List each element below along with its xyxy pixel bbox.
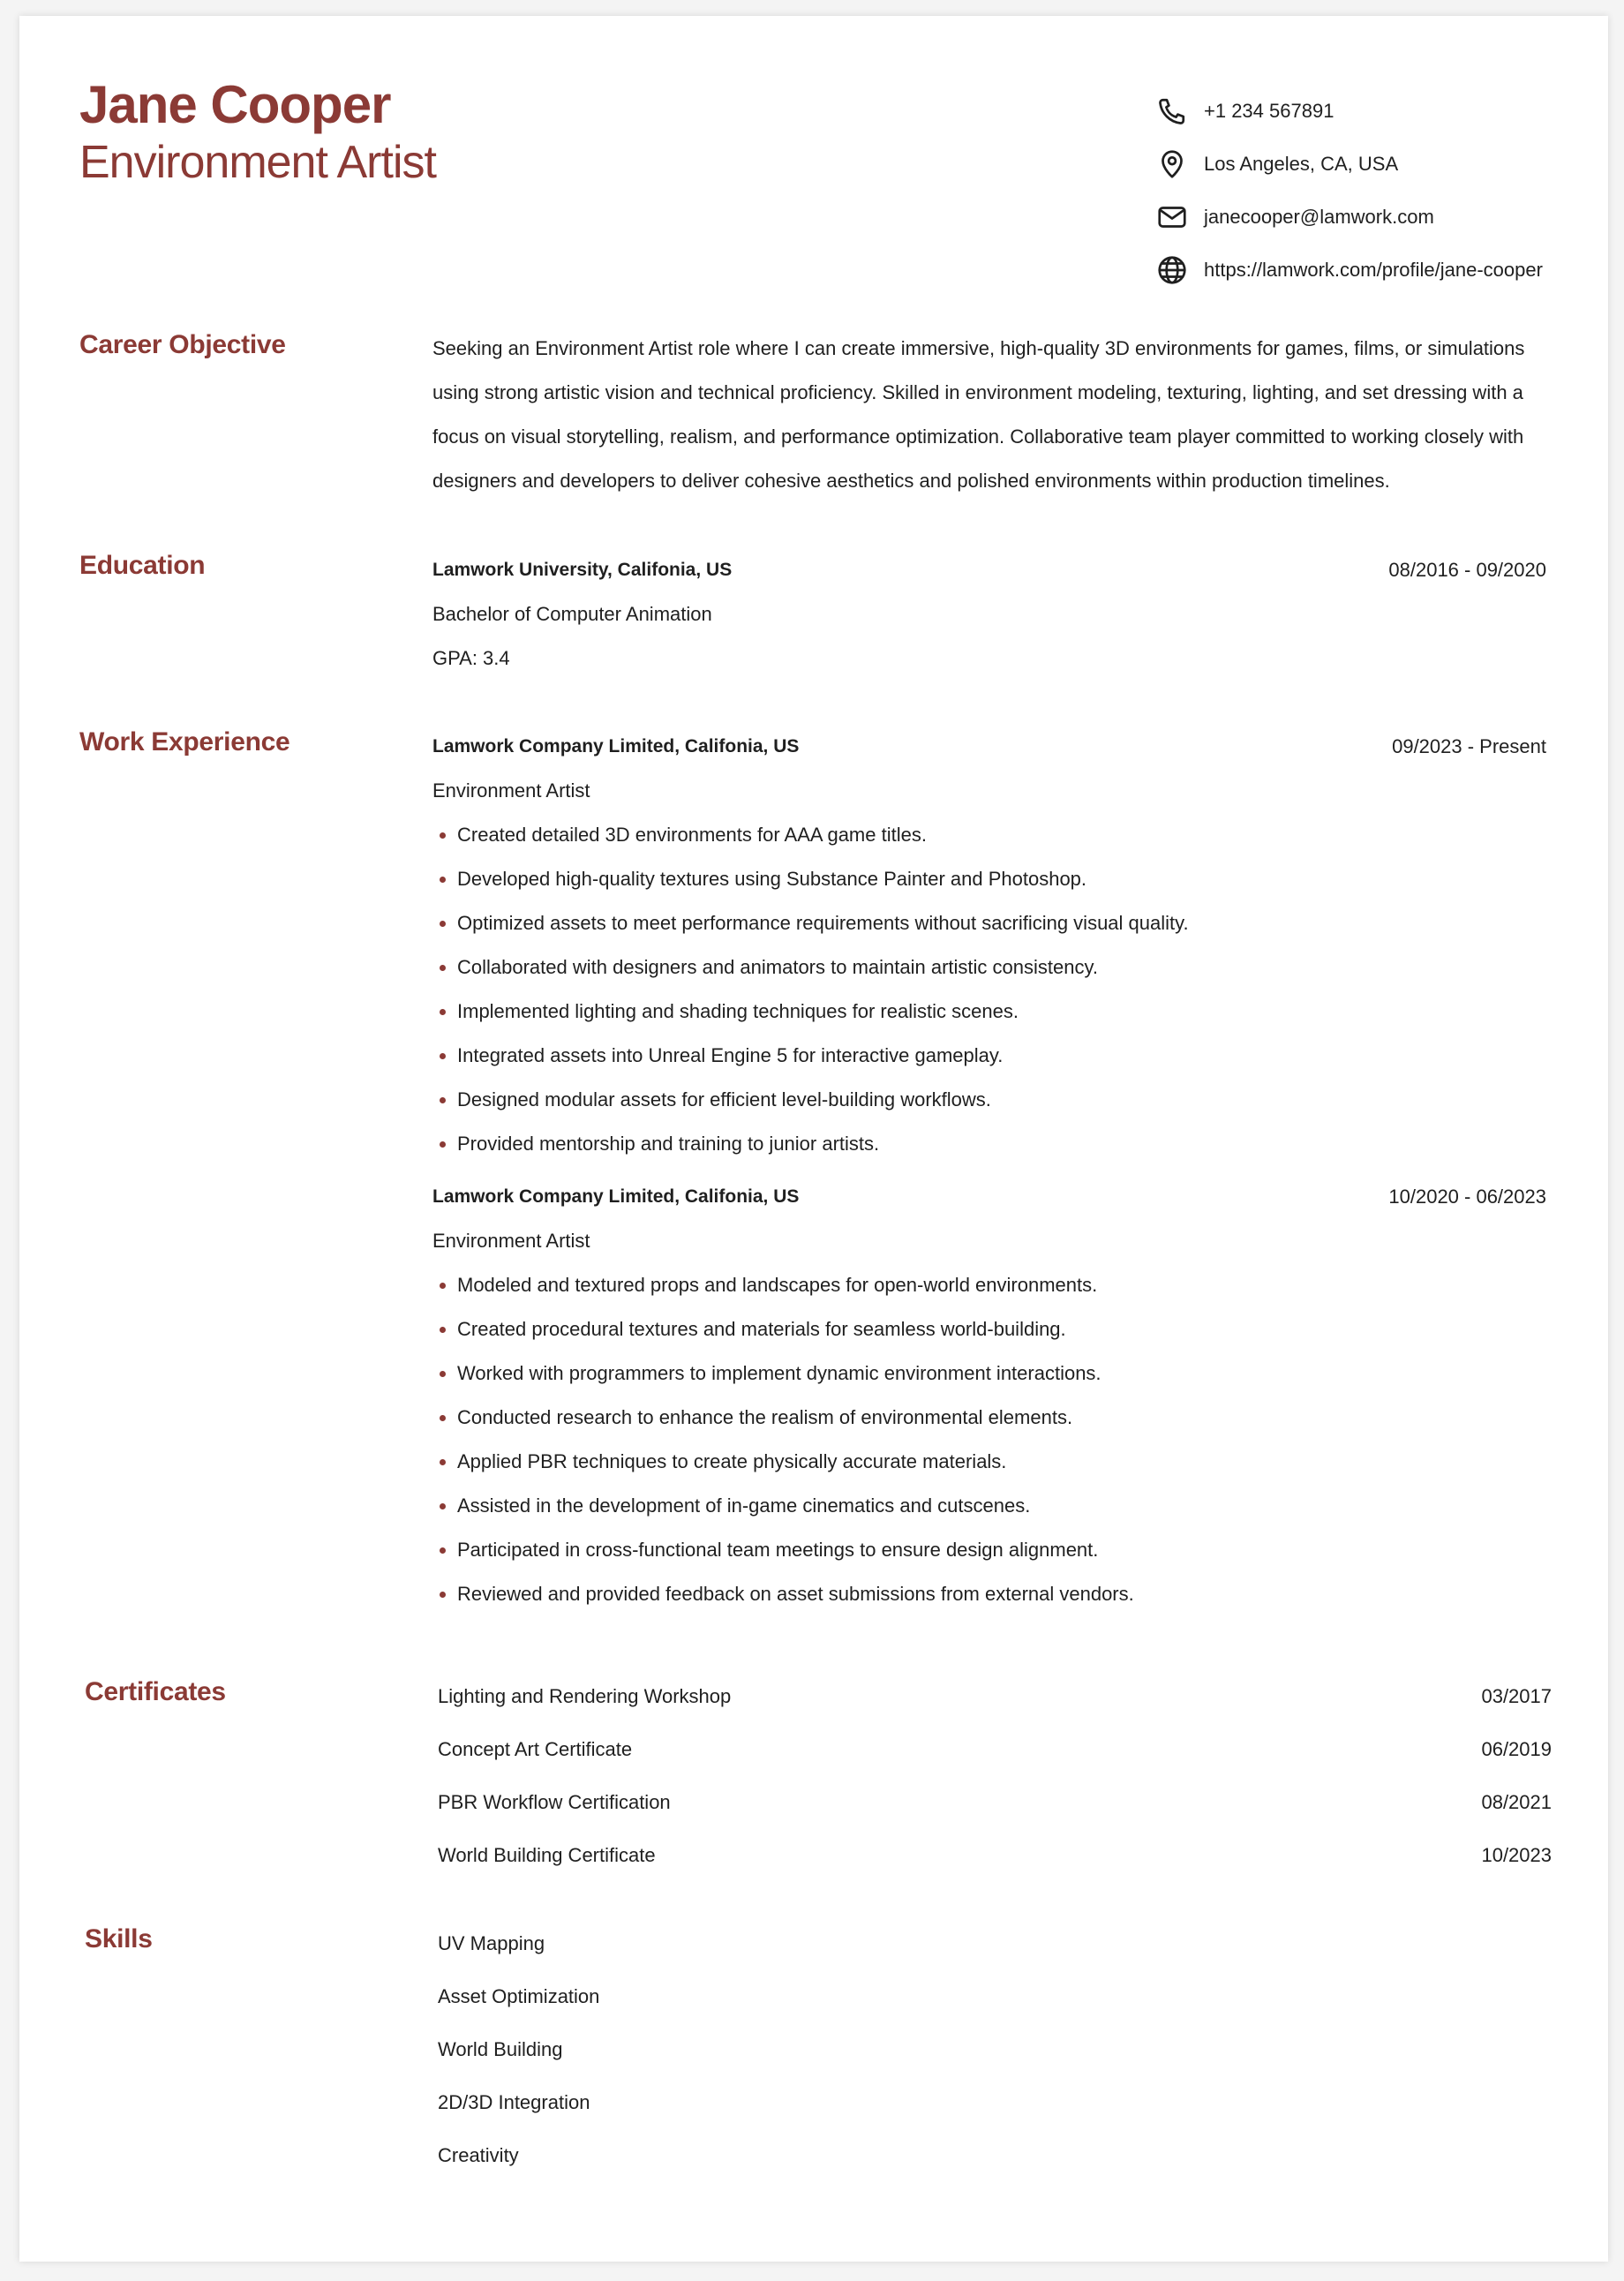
section-title-work: Work Experience <box>79 727 290 757</box>
education-school-row <box>432 548 1546 592</box>
table-row <box>438 1723 1552 1776</box>
certificate-name: Lighting and Rendering Workshop <box>438 1685 732 1707</box>
table-row <box>438 1776 1552 1829</box>
education-gpa: GPA: 3.4 <box>432 647 510 669</box>
job-dates: 10/2020 - 06/2023 <box>1388 1186 1546 1208</box>
location-pin-icon <box>1154 147 1190 182</box>
list-item: Developed high-quality textures using Substance Painter and Photoshop. <box>432 857 1546 901</box>
work-job-2 <box>432 1175 1546 1616</box>
contact-email <box>1154 191 1543 244</box>
candidate-title: Environment Artist <box>79 137 436 188</box>
list-item: Applied PBR techniques to create physically accurate materials. <box>432 1440 1546 1484</box>
table-row <box>438 1670 1552 1723</box>
section-title-objective: Career Objective <box>79 330 286 359</box>
certificate-name: World Building Certificate <box>438 1844 656 1866</box>
job-company-row <box>432 1175 1546 1219</box>
phone-number[interactable]: +1 234 567891 <box>1204 100 1335 122</box>
education-school: Lamwork University, Califonia, US <box>432 560 733 580</box>
job-company: Lamwork Company Limited, Califonia, US <box>432 736 800 757</box>
list-item: Reviewed and provided feedback on asset submissions from external vendors. <box>432 1572 1546 1616</box>
list-item: UV Mapping <box>438 1932 545 1954</box>
list-item: Integrated assets into Unreal Engine 5 for interactive gameplay. <box>432 1034 1546 1078</box>
education-block <box>432 548 1546 681</box>
list-item: 2D/3D Integration <box>438 2091 590 2113</box>
list-item: Asset Optimization <box>438 1985 600 2007</box>
education-degree: Bachelor of Computer Animation <box>432 603 712 625</box>
list-item: Participated in cross-functional team meetings to ensure design alignment. <box>432 1528 1546 1572</box>
section-title-certificates: Certificates <box>85 1677 226 1706</box>
certificate-date: 06/2019 <box>1481 1738 1552 1760</box>
list-item: World Building <box>438 2038 563 2060</box>
list-item: Provided mentorship and training to junior artists. <box>432 1122 1546 1166</box>
phone-icon <box>1154 94 1190 129</box>
certificate-date: 10/2023 <box>1481 1844 1552 1866</box>
job-role: Environment Artist <box>432 779 590 802</box>
list-item: Modeled and textured props and landscapes for open-world environments. <box>432 1263 1546 1307</box>
contact-website <box>1154 244 1543 297</box>
certificate-date: 08/2021 <box>1481 1791 1552 1813</box>
email-link[interactable]: janecooper@lamwork.com <box>1204 206 1434 228</box>
certificate-date: 03/2017 <box>1481 1685 1552 1707</box>
objective-text: Seeking an Environment Artist role where I can create immersive, high-quality 3D environments for games, films, or simulations using strong artistic vision and technical proficiency. Skilled in environment modeling, texturing, lighting, and set dressing with a focus on visual storytelling, realism, and performance optimization. Collaborative team player committed to working closely with designers and developers to deliver cohesive aesthetics and polished environments within production timelines. <box>432 337 1525 492</box>
job-role: Environment Artist <box>432 1230 590 1252</box>
contact-location <box>1154 138 1543 191</box>
contact-list <box>1154 85 1543 297</box>
list-item: Created detailed 3D environments for AAA game titles. <box>432 813 1546 857</box>
list-item: Assisted in the development of in-game cinematics and cutscenes. <box>432 1484 1546 1528</box>
job-dates: 09/2023 - Present <box>1392 735 1546 757</box>
resume-page <box>19 16 1608 2262</box>
mail-icon <box>1154 199 1190 235</box>
list-item: Conducted research to enhance the realism of environmental elements. <box>432 1396 1546 1440</box>
education-dates: 08/2016 - 09/2020 <box>1388 559 1546 581</box>
list-item: Creativity <box>438 2144 519 2166</box>
job-company-row <box>432 725 1546 769</box>
globe-icon <box>1154 252 1190 288</box>
list-item: Implemented lighting and shading techniques for realistic scenes. <box>432 990 1546 1034</box>
table-row <box>438 1829 1552 1882</box>
list-item: Created procedural textures and materials for seamless world-building. <box>432 1307 1546 1351</box>
work-job-1 <box>432 725 1546 1166</box>
contact-phone <box>1154 85 1543 138</box>
certificate-name: PBR Workflow Certification <box>438 1791 671 1813</box>
certificates-list <box>438 1670 1552 1882</box>
list-item: Collaborated with designers and animators to maintain artistic consistency. <box>432 945 1546 990</box>
list-item: Worked with programmers to implement dynamic environment interactions. <box>432 1351 1546 1396</box>
section-title-education: Education <box>79 551 206 580</box>
list-item: Designed modular assets for efficient level-building workflows. <box>432 1078 1546 1122</box>
job-bullets <box>432 813 1546 1166</box>
website-link[interactable]: https://lamwork.com/profile/jane-cooper <box>1204 259 1543 281</box>
list-item: Optimized assets to meet performance requirements without sacrificing visual quality. <box>432 901 1546 945</box>
section-title-skills: Skills <box>85 1924 153 1954</box>
candidate-name: Jane Cooper <box>79 75 391 134</box>
skills-list <box>438 1917 1552 2182</box>
job-bullets <box>432 1263 1546 1616</box>
job-company: Lamwork Company Limited, Califonia, US <box>432 1186 800 1207</box>
location-text: Los Angeles, CA, USA <box>1204 153 1399 175</box>
certificate-name: Concept Art Certificate <box>438 1738 633 1760</box>
